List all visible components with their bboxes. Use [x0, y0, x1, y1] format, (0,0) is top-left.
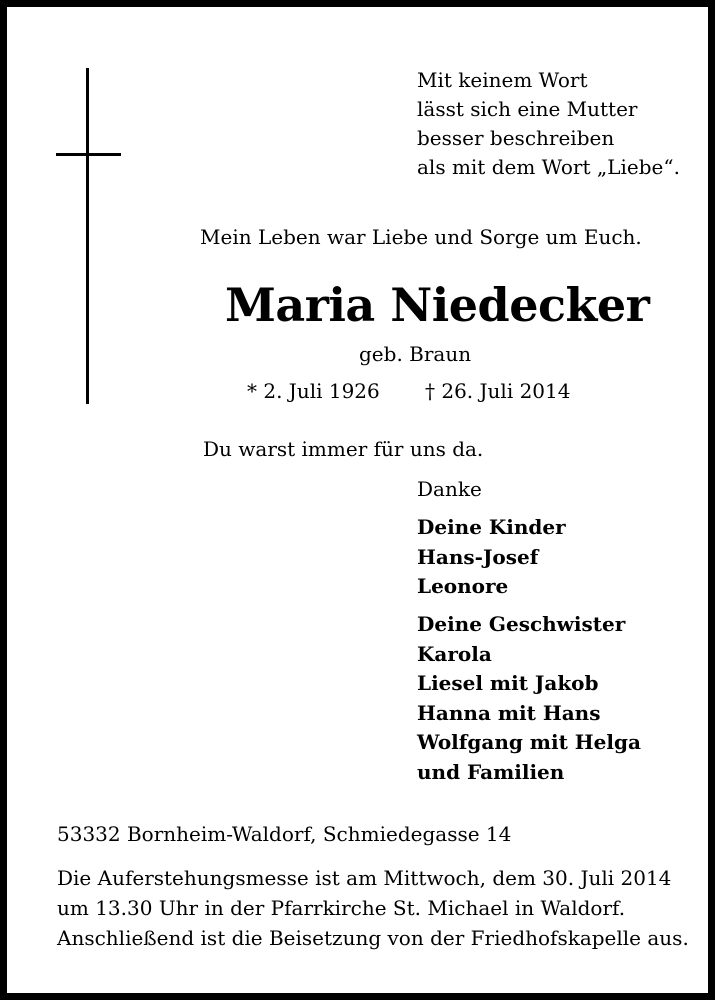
deceased-name: Maria Niedecker: [225, 278, 650, 332]
address: 53332 Bornheim-Waldorf, Schmiedegasse 14: [57, 822, 512, 846]
family-member: Karola: [417, 641, 492, 666]
family-member: Deine Kinder: [417, 515, 566, 539]
maiden-name: geb. Braun: [359, 342, 472, 366]
service-line: Die Auferstehungsmesse ist am Mittwoch, dem 30. Juli 2014: [57, 866, 672, 890]
family-member: Wolfgang mit Helga: [417, 730, 641, 754]
service-line: um 13.30 Uhr in der Pfarrkirche St. Michael in Waldorf.: [57, 896, 626, 920]
family-group-children: [417, 513, 566, 602]
cross-icon: [86, 68, 89, 404]
cross-icon-bar: [56, 153, 121, 156]
family-member: Deine Geschwister: [417, 612, 626, 636]
thanks: Danke: [417, 477, 482, 501]
service-info: [57, 863, 689, 953]
service-line: Anschließend ist die Beisetzung von der Friedhofskapelle aus.: [57, 926, 689, 950]
family-member: Liesel mit Jakob: [417, 671, 599, 695]
quote: [417, 66, 680, 182]
family-member: Hanna mit Hans: [417, 700, 601, 725]
quote-line: Mit keinem Wort: [417, 68, 588, 92]
quote-line: lässt sich eine Mutter: [417, 97, 638, 121]
family-group-siblings: [417, 610, 641, 787]
family-member: Leonore: [417, 574, 509, 598]
birth-date: * 2. Juli 1926: [247, 379, 380, 403]
quote-line: als mit dem Wort „Liebe“.: [417, 155, 680, 179]
quote-line: besser beschreiben: [417, 126, 615, 150]
motto: Mein Leben war Liebe und Sorge um Euch.: [200, 225, 642, 249]
closing-line: Du warst immer für uns da.: [203, 437, 484, 461]
family-member: und Familien: [417, 759, 565, 784]
death-date: † 26. Juli 2014: [425, 379, 571, 403]
family-member: Hans-Josef: [417, 544, 539, 569]
